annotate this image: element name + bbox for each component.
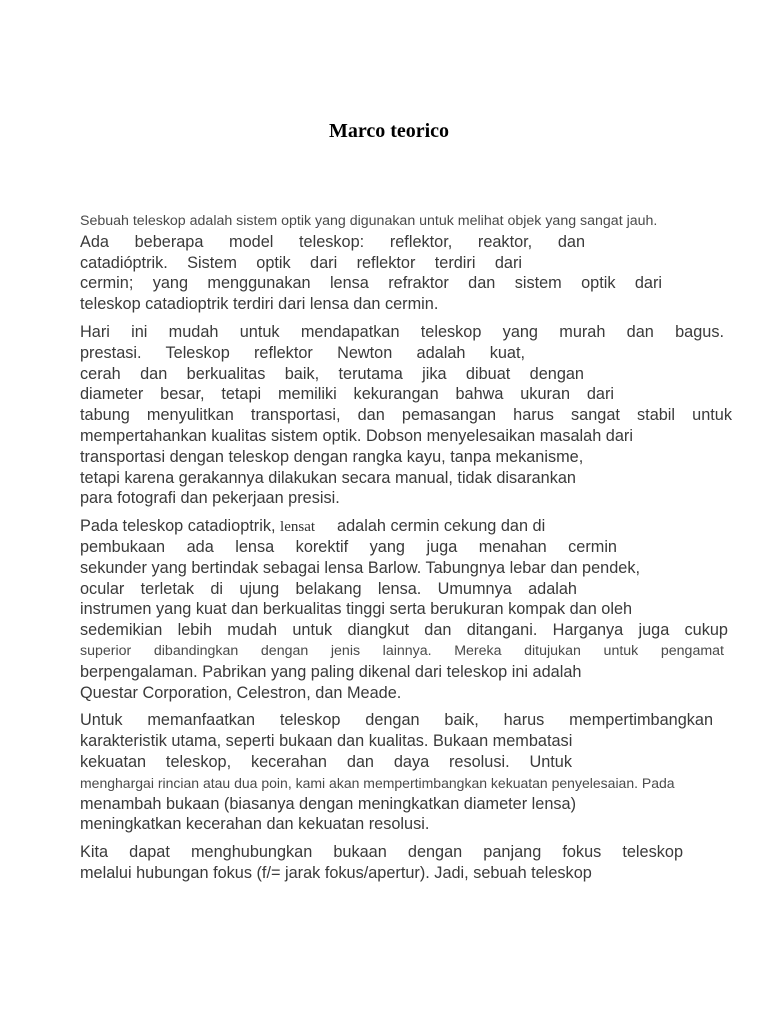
text-line: Questar Corporation, Celestron, dan Meade. (80, 683, 402, 702)
text-segment: adalah cermin cekung dan di (337, 517, 546, 536)
text-line: cermin; yang menggunakan lensa refraktor dan sistem optik dari (80, 274, 662, 293)
text-line: catadióptrik. Sistem optik dari reflektor terdiri dari (80, 253, 522, 272)
document-body (80, 211, 768, 884)
paragraph (80, 842, 768, 884)
text-line: mempertahankan kualitas sistem optik. Dobson menyelesaikan masalah dari (80, 426, 633, 445)
text-line (80, 516, 768, 537)
text-line: ocular terletak di ujung belakang lensa. Umumnya adalah (80, 579, 577, 598)
paragraph-gap (80, 315, 768, 322)
text-line: Untuk memanfaatkan teleskop dengan baik, harus mempertimbangkan (80, 711, 713, 730)
text-line: sedemikian lebih mudah untuk diangkut dan ditangani. Harganya juga cukup (80, 621, 728, 640)
text-line: tetapi karena gerakannya dilakukan secara manual, tidak disarankan (80, 468, 576, 487)
paragraph (80, 516, 768, 703)
text-line: superior dibandingkan dengan jenis lainnya. Mereka ditujukan untuk pengamat (80, 642, 724, 659)
text-line: menghargai rincian atau dua poin, kami akan mempertimbangkan kekuatan penyelesaian. Pada (80, 774, 675, 791)
text-segment: Pada teleskop catadioptrik, (80, 517, 281, 536)
paragraph (80, 710, 768, 835)
text-line: diameter besar, tetapi memiliki kekurangan bahwa ukuran dari (80, 385, 614, 404)
text-line: melalui hubungan fokus (f/= jarak fokus/apertur). Jadi, sebuah teleskop (80, 863, 592, 882)
text-line: cerah dan berkualitas baik, terutama jika dibuat dengan (80, 364, 584, 383)
text-line: sekunder yang bertindak sebagai lensa Barlow. Tabungnya lebar dan pendek, (80, 558, 640, 577)
text-line: Hari ini mudah untuk mendapatkan teleskop yang murah dan bagus. (80, 322, 724, 341)
text-line: menambah bukaan (biasanya dengan meningkatkan diameter lensa) (80, 794, 576, 813)
text-line: prestasi. Teleskop reflektor Newton adalah kuat, (80, 343, 525, 362)
text-line: Ada beberapa model teleskop: reflektor, reaktor, dan (80, 232, 585, 251)
text-line: instrumen yang kuat dan berkualitas tinggi serta berukuran kompak dan oleh (80, 600, 633, 619)
paragraph (80, 211, 768, 315)
paragraph (80, 322, 768, 509)
text-line: teleskop catadioptrik terdiri dari lensa dan cermin. (80, 295, 439, 314)
text-line: meningkatkan kecerahan dan kekuatan resolusi. (80, 815, 430, 834)
page-title: Marco teorico (328, 120, 450, 142)
text-line: transportasi dengan teleskop dengan rangka kayu, tanpa mekanisme, (80, 447, 584, 466)
text-line: pembukaan ada lensa korektif yang juga menahan cermin (80, 537, 617, 556)
paragraph-gap (80, 703, 768, 710)
paragraph-gap (80, 835, 768, 842)
paragraph-gap (80, 509, 768, 516)
text-line: Sebuah teleskop adalah sistem optik yang digunakan untuk melihat objek yang sangat jauh. (80, 213, 658, 229)
text-line: karakteristik utama, seperti bukaan dan kualitas. Bukaan membatasi (80, 732, 573, 751)
serif-word: lensat (280, 519, 316, 536)
text-line: Kita dapat menghubungkan bukaan dengan panjang fokus teleskop (80, 843, 683, 862)
text-line: berpengalaman. Pabrikan yang paling dikenal dari teleskop ini adalah (80, 662, 582, 681)
text-line: para fotografi dan pekerjaan presisi. (80, 489, 340, 508)
text-line: kekuatan teleskop, kecerahan dan daya resolusi. Untuk (80, 752, 572, 771)
text-line: tabung menyulitkan transportasi, dan pemasangan harus sangat stabil untuk (80, 406, 732, 425)
